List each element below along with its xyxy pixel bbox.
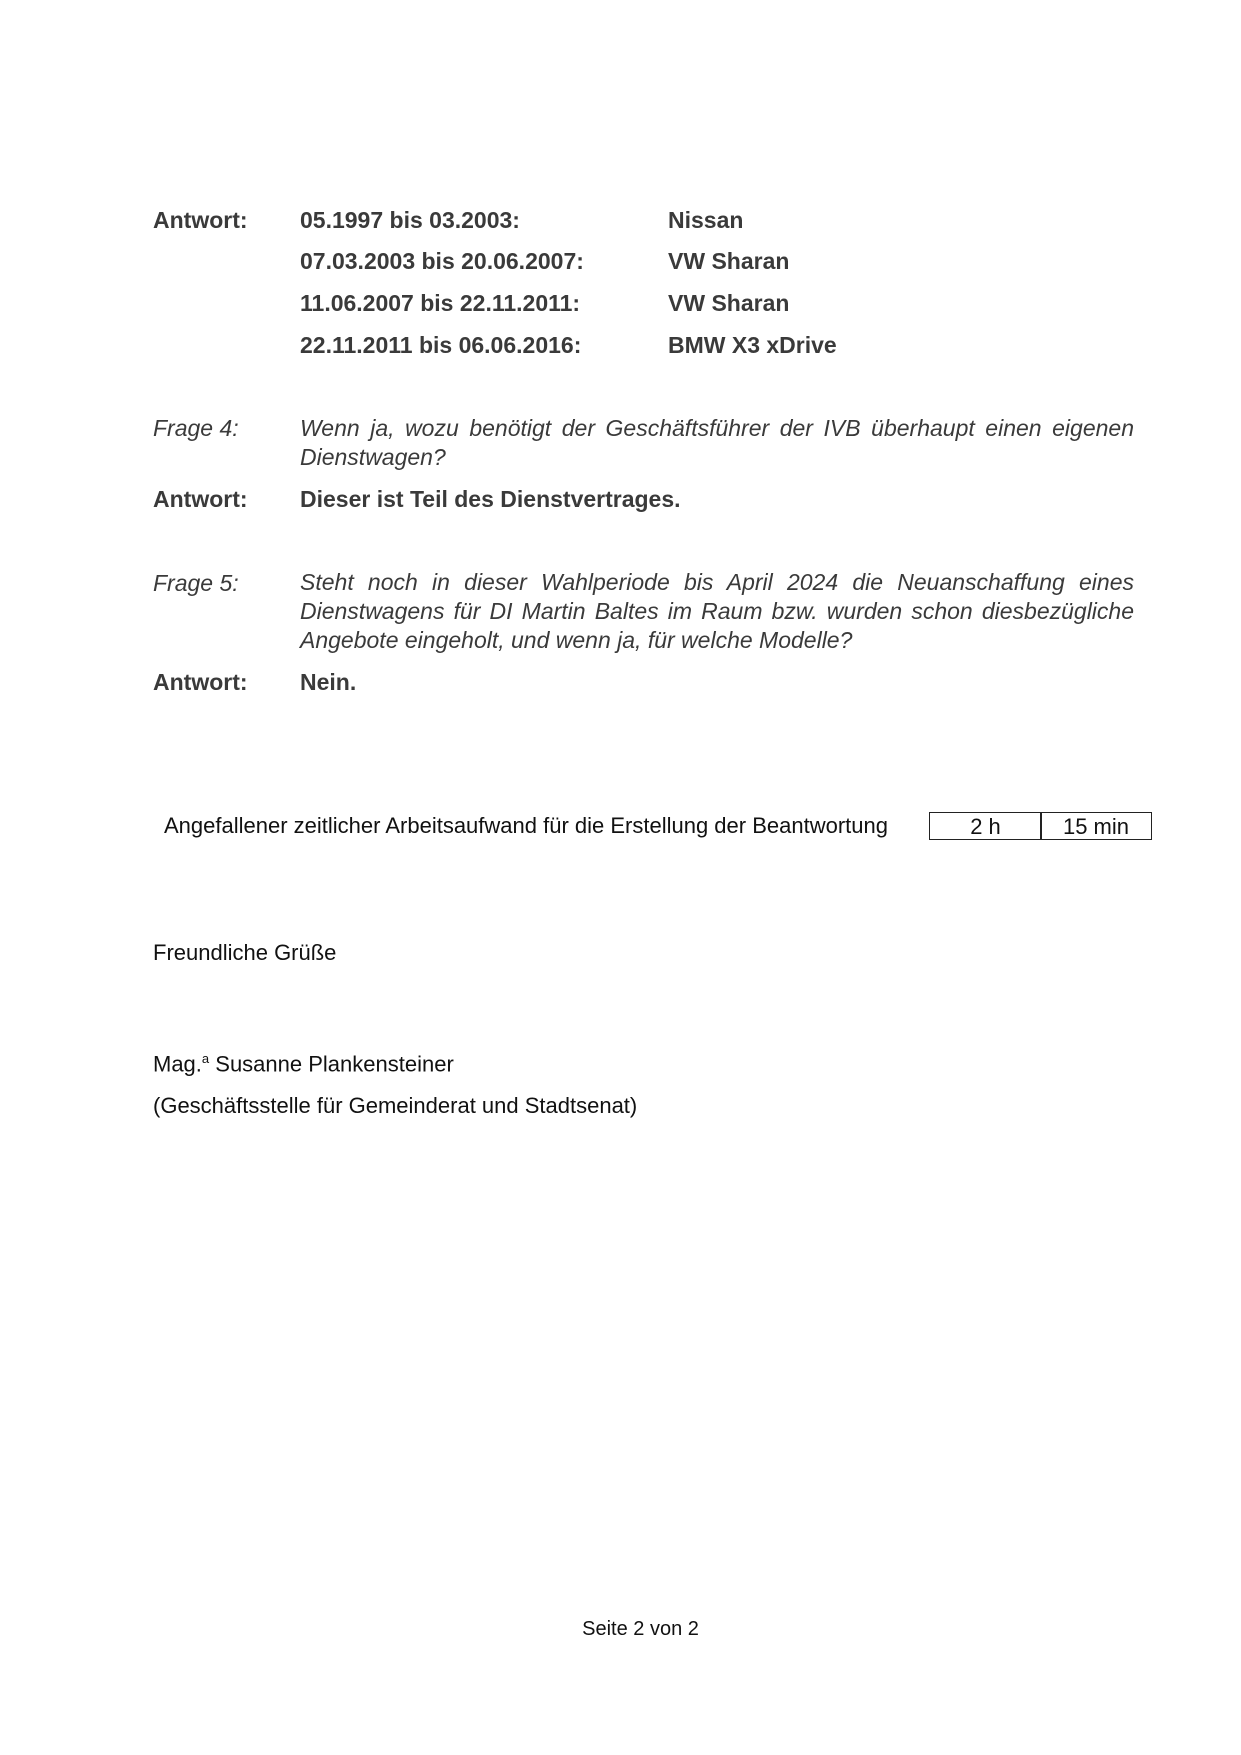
question-5-label: Frage 5: — [153, 570, 239, 596]
question-5-text: Steht noch in dieser Wahlperiode bis April 2024 die Neuanschaffung eines Dienstwagens für DI Martin Baltes im Raum bzw. wurden schon diesbezügliche Angebote eingeholt, und wenn ja, für welche Modelle? — [300, 569, 1134, 653]
question-4-text: Wenn ja, wozu benötigt der Geschäftsführer der IVB überhaupt einen eigenen Dienstwagen? — [300, 415, 1134, 470]
period-4: 22.11.2011 bis 06.06.2016: — [300, 332, 582, 358]
signatory-name — [153, 1051, 454, 1077]
effort-hours: 2 h — [929, 812, 1042, 840]
vehicle-4: BMW X3 xDrive — [668, 332, 837, 358]
answer-label: Antwort: — [153, 207, 248, 233]
name-text: Susanne Plankensteiner — [209, 1051, 454, 1077]
period-1: 05.1997 bis 03.2003: — [300, 207, 520, 233]
name-superscript: a — [201, 1051, 210, 1066]
answer-4-label: Antwort: — [153, 486, 248, 512]
period-2: 07.03.2003 bis 20.06.2007: — [300, 248, 584, 274]
vehicle-3: VW Sharan — [668, 290, 790, 316]
greeting: Freundliche Grüße — [153, 940, 337, 965]
question-4-label: Frage 4: — [153, 415, 239, 441]
page-number: Seite 2 von 2 — [582, 1618, 699, 1640]
answer-5-text: Nein. — [300, 669, 357, 695]
answer-5-label: Antwort: — [153, 669, 248, 695]
answer-4-text: Dieser ist Teil des Dienstvertrages. — [300, 486, 681, 512]
effort-label: Angefallener zeitlicher Arbeitsaufwand für die Erstellung der Beantwortung — [164, 813, 888, 838]
effort-minutes: 15 min — [1040, 812, 1152, 840]
vehicle-1: Nissan — [668, 207, 744, 233]
vehicle-2: VW Sharan — [668, 248, 790, 274]
period-3: 11.06.2007 bis 22.11.2011: — [300, 290, 581, 316]
name-prefix: Mag. — [153, 1051, 202, 1077]
department: (Geschäftsstelle für Gemeinderat und Stadtsenat) — [153, 1093, 638, 1118]
